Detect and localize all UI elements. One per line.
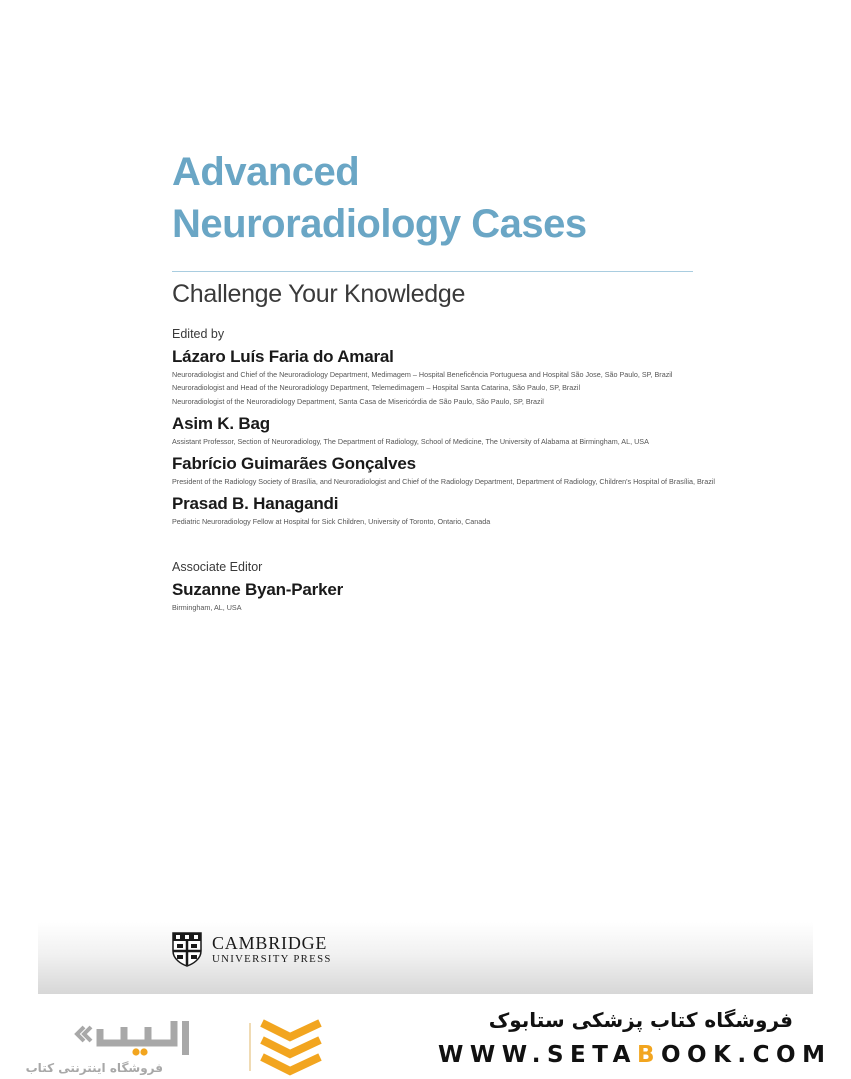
watermark-url bbox=[438, 1042, 831, 1068]
title-divider bbox=[172, 271, 693, 272]
editor-name: Fabrício Guimarães Gonçalves bbox=[172, 454, 416, 474]
watermark-url-highlight: B bbox=[636, 1042, 661, 1068]
watermark-shop-text: فروشگاه کتاب پزشکی ستابوک bbox=[488, 1008, 793, 1032]
associate-editor-label: Associate Editor bbox=[172, 560, 263, 574]
watermark-url-prefix: WWW.SETA bbox=[438, 1042, 637, 1068]
associate-editor-affiliation: Birmingham, AL, USA bbox=[172, 603, 242, 612]
setabook-logo-icon bbox=[25, 1013, 338, 1077]
publisher-name: CAMBRIDGE bbox=[212, 932, 328, 953]
title-line-2: Neuroradiology Cases bbox=[172, 202, 587, 246]
editor-affiliation: Assistant Professor, Section of Neuroradiology, The Department of Radiology, School of Medicine, The University of Alabama at Birmingham, AL, USA bbox=[172, 436, 649, 446]
associate-editor-section bbox=[172, 559, 343, 614]
watermark-url-suffix: OOK.COM bbox=[660, 1042, 832, 1068]
publisher-subname: UNIVERSITY PRESS bbox=[212, 952, 332, 965]
editor-entry bbox=[172, 453, 732, 488]
editors-list bbox=[172, 346, 732, 534]
book-title bbox=[172, 146, 587, 250]
editor-name: Prasad B. Hanagandi bbox=[172, 494, 339, 514]
editor-entry bbox=[172, 346, 732, 408]
editor-entry bbox=[172, 493, 732, 528]
cambridge-crest-icon bbox=[171, 931, 203, 967]
editor-name: Asim K. Bag bbox=[172, 413, 270, 433]
editor-affiliation: President of the Radiology Society of Brasília, and Neuroradiologist and Chief of the Radiology Department, Department of Radiology, Children's Hospital of Brasília, Brazil bbox=[172, 477, 715, 487]
associate-editor-name: Suzanne Byan-Parker bbox=[172, 580, 343, 599]
book-subtitle: Challenge Your Knowledge bbox=[172, 280, 466, 308]
watermark-logo-text: فروشگاه اینترنتی کتاب bbox=[25, 1061, 163, 1075]
title-line-1: Advanced bbox=[172, 150, 360, 194]
editor-name: Lázaro Luís Faria do Amaral bbox=[172, 347, 394, 366]
publisher-logo bbox=[171, 931, 332, 967]
editor-entry bbox=[172, 413, 732, 448]
editor-affiliation: Neuroradiologist and Chief of the Neuroradiology Department, Medimagem – Hospital Beneficência Portuguesa and Hospital São Jose, São Paulo, SP, Brazil bbox=[172, 370, 673, 379]
editor-affiliation: Neuroradiologist of the Neuroradiology Department, Santa Casa de Misericórdia de São Paulo, São Paulo, SP, Brazil bbox=[172, 396, 544, 406]
publisher-wordmark bbox=[212, 934, 332, 965]
editor-affiliation: Pediatric Neuroradiology Fellow at Hospital for Sick Children, University of Toronto, Ontario, Canada bbox=[172, 517, 491, 527]
footer-band bbox=[38, 922, 813, 994]
edited-by-label: Edited by bbox=[172, 327, 225, 341]
editor-affiliation: Neuroradiologist and Head of the Neuroradiology Department, Telemedimagem – Hospital Santa Catarina, São Paulo, SP, Brazil bbox=[172, 383, 581, 393]
